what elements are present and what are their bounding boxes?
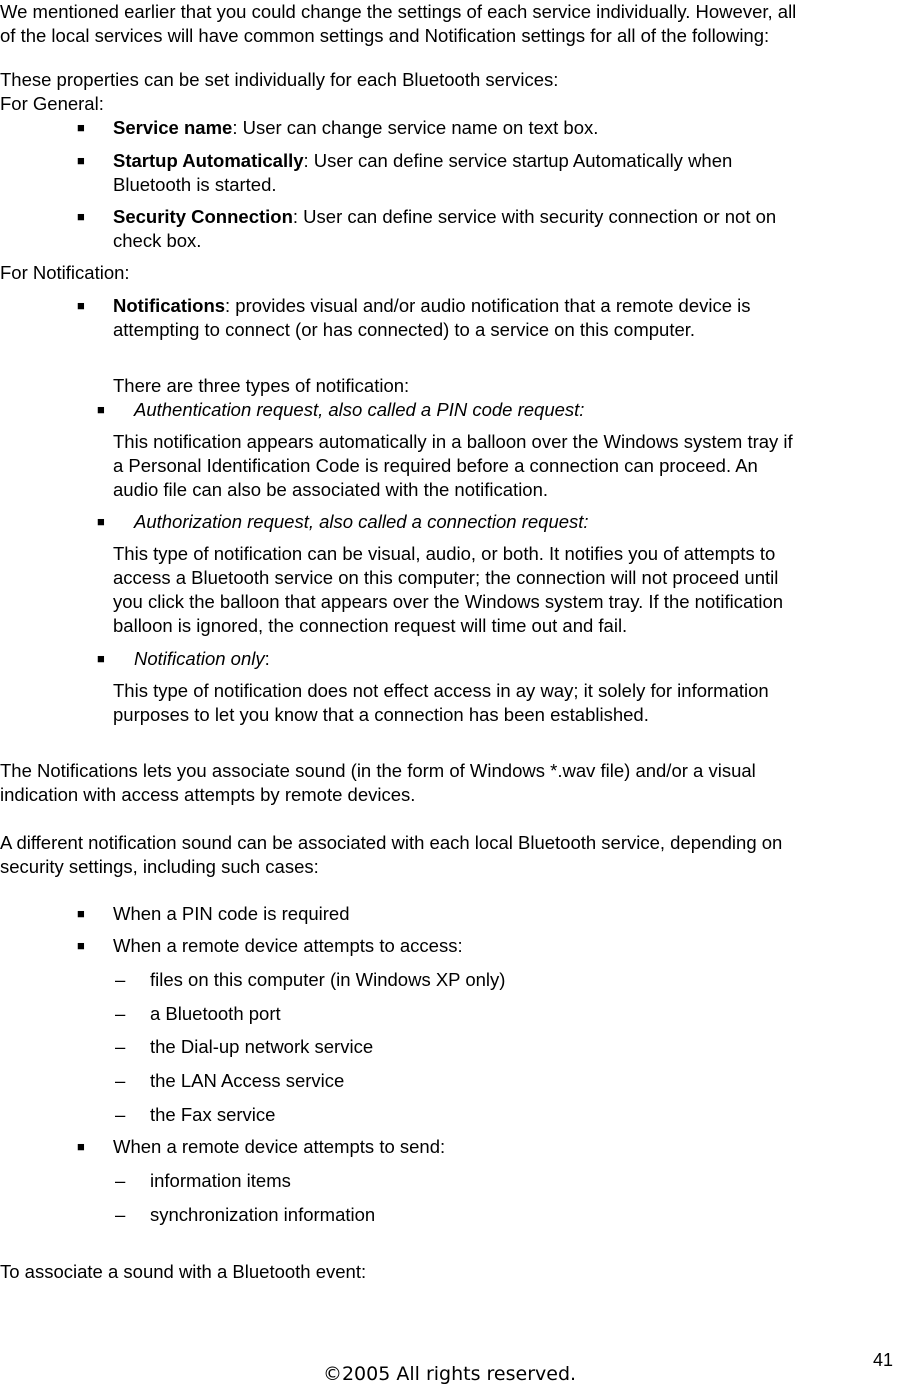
dash-icon: – xyxy=(115,1036,126,1057)
square-bullet-icon: ■ xyxy=(77,120,85,135)
desc: : User can define service startup Automatically when xyxy=(303,150,733,171)
case-pin: When a PIN code is required xyxy=(113,903,350,924)
types-intro: There are three types of notification: xyxy=(113,375,410,396)
term: Startup Automatically xyxy=(113,150,304,171)
type-desc-line: This type of notification can be visual, audio, or both. It notifies you of attempts to xyxy=(113,543,776,564)
general-item-security xyxy=(113,205,776,229)
dash-icon: – xyxy=(115,969,126,990)
type-desc-line: This type of notification does not effect access in ay way; it solely for information xyxy=(113,680,769,701)
term: Security Connection xyxy=(113,206,293,227)
square-bullet-icon: ■ xyxy=(77,938,85,953)
access-item: the Dial-up network service xyxy=(150,1036,374,1057)
type-desc-line: a Personal Identification Code is required before a connection can proceed. An xyxy=(113,455,758,476)
desc: : User can change service name on text box. xyxy=(232,117,599,138)
general-item-service-name xyxy=(113,116,598,140)
case-send: When a remote device attempts to send: xyxy=(113,1136,446,1157)
intro-line-1: We mentioned earlier that you could change the settings of each service individually. However, all xyxy=(0,1,797,22)
access-item: the LAN Access service xyxy=(150,1070,345,1091)
access-item: a Bluetooth port xyxy=(150,1003,281,1024)
case-access: When a remote device attempts to access: xyxy=(113,935,463,956)
general-item-security-cont: check box. xyxy=(113,230,202,251)
square-bullet-icon: ■ xyxy=(77,906,85,921)
general-item-startup-cont: Bluetooth is started. xyxy=(113,174,277,195)
title: Notification only xyxy=(134,648,265,669)
copyright-footer: ©2005 All rights reserved. xyxy=(322,1363,577,1385)
type-desc-line: balloon is ignored, the connection request will time out and fail. xyxy=(113,615,628,636)
for-notification-label: For Notification: xyxy=(0,262,130,283)
square-bullet-icon: ■ xyxy=(97,514,105,529)
dash-icon: – xyxy=(115,1104,126,1125)
notifications-item-cont: attempting to connect (or has connected) to a service on this computer. xyxy=(113,319,696,340)
properties-line: These properties can be set individually for each Bluetooth services: xyxy=(0,69,559,90)
type-desc-line: you click the balloon that appears over the Windows system tray. If the notification xyxy=(113,591,784,612)
para-diff-line: A different notification sound can be associated with each local Bluetooth service, depending on xyxy=(0,832,783,853)
square-bullet-icon: ■ xyxy=(77,153,85,168)
suffix: : xyxy=(264,648,270,669)
general-item-startup xyxy=(113,149,732,173)
term: Notifications xyxy=(113,295,226,316)
type-desc-line: purposes to let you know that a connection has been established. xyxy=(113,704,649,725)
type-title-authentication xyxy=(134,398,584,422)
dash-icon: – xyxy=(115,1070,126,1091)
access-item: the Fax service xyxy=(150,1104,276,1125)
type-title-authorization xyxy=(134,510,589,534)
title: Authentication request, also called a PIN code request: xyxy=(134,399,585,420)
type-title-notification-only xyxy=(134,647,270,671)
for-general-label: For General: xyxy=(0,93,104,114)
square-bullet-icon: ■ xyxy=(77,298,85,313)
intro-line-2: of the local services will have common settings and Notification settings for all of the following: xyxy=(0,25,770,46)
send-item: synchronization information xyxy=(150,1204,376,1225)
desc: : provides visual and/or audio notification that a remote device is xyxy=(225,295,751,316)
title: Authorization request, also called a connection request: xyxy=(134,511,589,532)
send-item: information items xyxy=(150,1170,291,1191)
dash-icon: – xyxy=(115,1170,126,1191)
notifications-item xyxy=(113,294,751,318)
para-sound-line: The Notifications lets you associate sound (in the form of Windows *.wav file) and/or a visual xyxy=(0,760,756,781)
type-desc-line: This notification appears automatically in a balloon over the Windows system tray if xyxy=(113,431,793,452)
square-bullet-icon: ■ xyxy=(97,651,105,666)
dash-icon: – xyxy=(115,1204,126,1225)
square-bullet-icon: ■ xyxy=(97,402,105,417)
desc: : User can define service with security connection or not on xyxy=(292,206,777,227)
page-number: 41 xyxy=(873,1350,894,1370)
square-bullet-icon: ■ xyxy=(77,209,85,224)
para-diff-line: security settings, including such cases: xyxy=(0,856,319,877)
term: Service name xyxy=(113,117,233,138)
type-desc-line: audio file can also be associated with the notification. xyxy=(113,479,549,500)
type-desc-line: access a Bluetooth service on this computer; the connection will not proceed until xyxy=(113,567,779,588)
closing-line: To associate a sound with a Bluetooth event: xyxy=(0,1261,367,1282)
dash-icon: – xyxy=(115,1003,126,1024)
square-bullet-icon: ■ xyxy=(77,1139,85,1154)
para-sound-line: indication with access attempts by remote devices. xyxy=(0,784,416,805)
access-item: files on this computer (in Windows XP only) xyxy=(150,969,506,990)
